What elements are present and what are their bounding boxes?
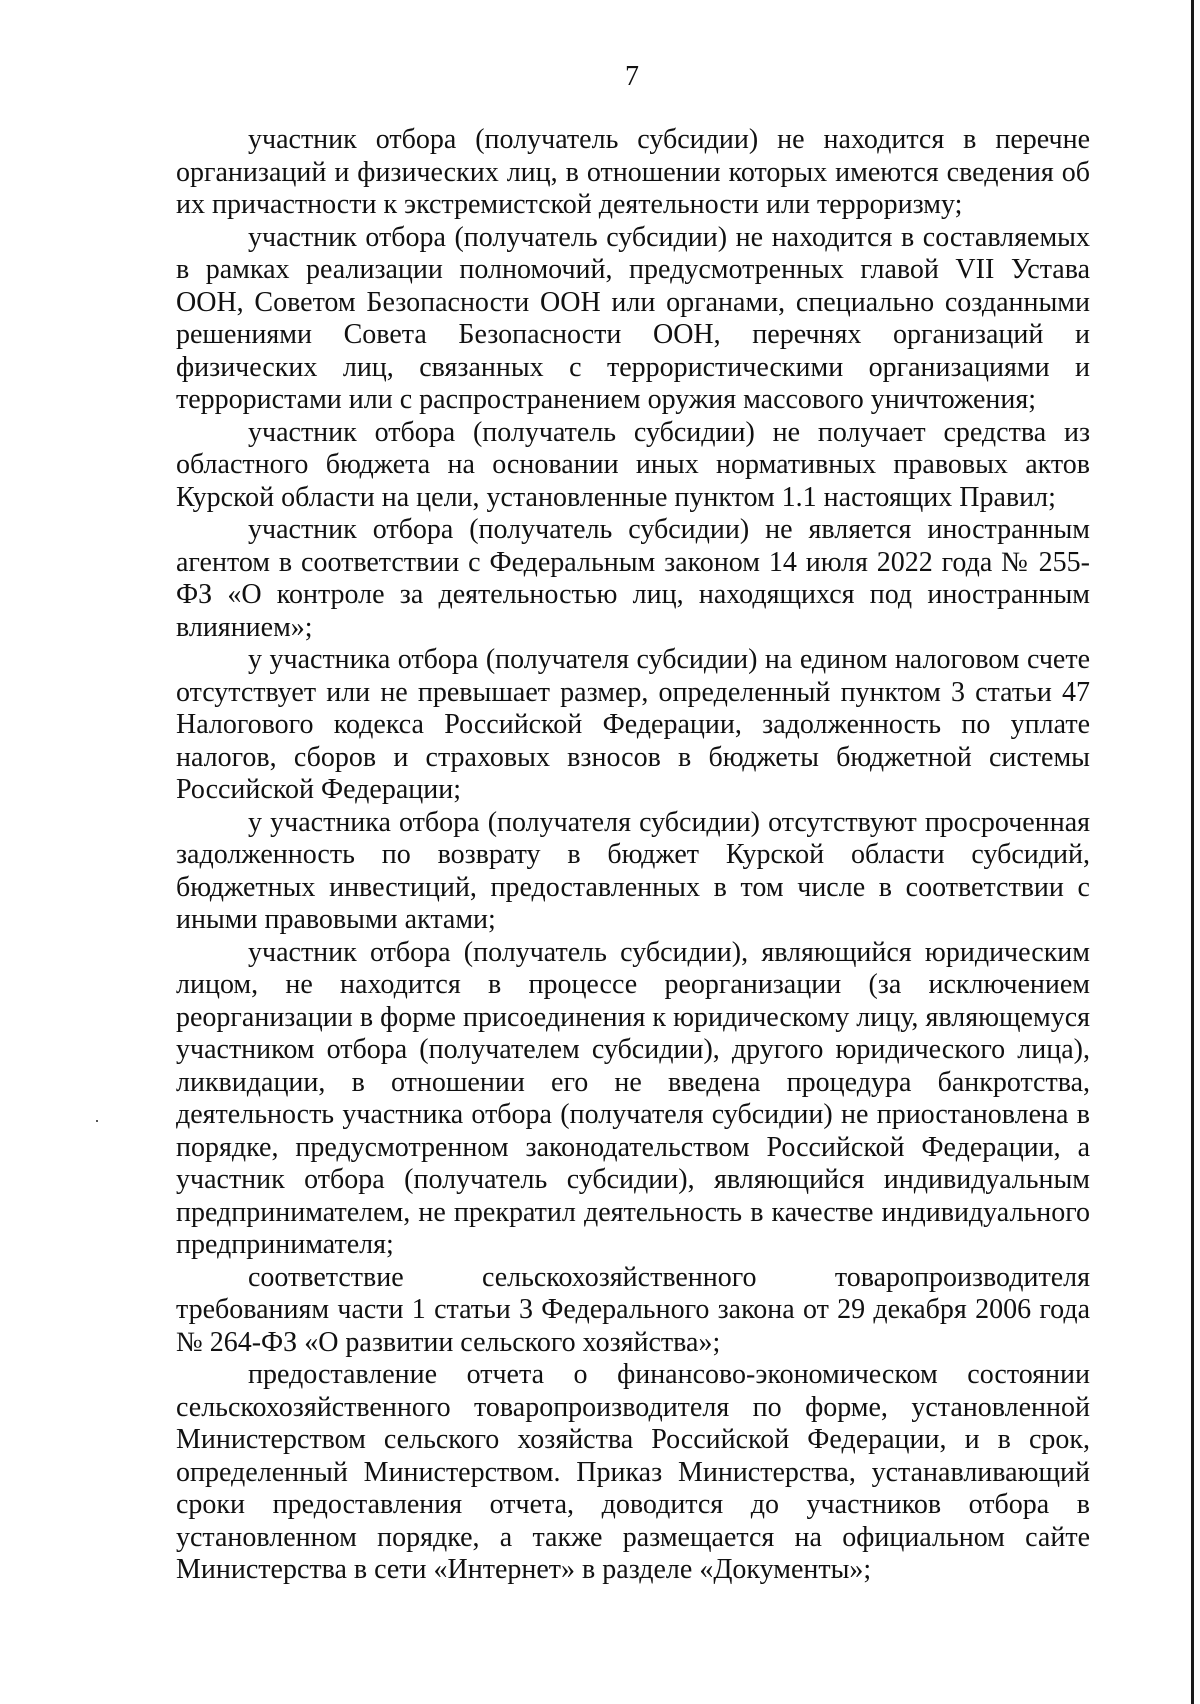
paragraph-financial-report: предоставление отчета о финансово-экономическом состоянии сельскохозяйственного товаропроизводителя по форме, установленной Министерством сельского хозяйства Российской Федерации, и в срок, определенный Министерством. Приказ Министерства, устанавливающий сроки предоставления отчета, доводится до участников отбора в установленном порядке, а также размещается на официальном сайте Министерства в сети «Интернет» в разделе «Документы»;	[176, 1359, 1090, 1585]
paragraph-extremism-list: участник отбора (получатель субсидии) не находится в перечне организаций и физических лиц, в отношении которых имеются сведения об их причастности к экстремистской деятельности или терроризму;	[176, 124, 1090, 220]
paragraph-foreign-agent: участник отбора (получатель субсидии) не является иностранным агентом в соответствии с Федеральным законом 14 июля 2022 года № 255-ФЗ «О контроле за деятельностью лиц, находящихся под иностранным влиянием»;	[176, 514, 1090, 643]
paragraph-tax-debt: у участника отбора (получателя субсидии) на едином налоговом счете отсутствует или не превышает размер, определенный пунктом 3 статьи 47 Налогового кодекса Российской Федерации, задолженность по уплате налогов, сборов и страховых взносов в бюджеты бюджетной системы Российской Федерации;	[176, 644, 1090, 805]
paragraph-reorganization-bankruptcy: участник отбора (получатель субсидии), являющийся юридическим лицом, не находится в процессе реорганизации (за исключением реорганизации в форме присоединения к юридическому лицу, являющемуся участником отбора (получателем субсидии), другого юридического лица), ликвидации, в отношении его не введена процедура банкротства, деятельность участника отбора (получателя субсидии) не приостановлена в порядке, предусмотренном законодательством Российской Федерации, а участник отбора (получатель субсидии), являющийся индивидуальным предпринимателем, не прекратил деятельность в качестве индивидуального предпринимателя;	[176, 936, 1090, 1260]
paragraph-regional-budget-funds: участник отбора (получатель субсидии) не получает средства из областного бюджета на основании иных нормативных правовых актов Курской области на цели, установленные пунктом 1.1 настоящих Правил;	[176, 416, 1090, 513]
page-number: 7	[625, 61, 639, 92]
paragraph-agricultural-producer: соответствие сельскохозяйственного товаропроизводителя требованиям части 1 статьи 3 Федерального закона от 29 декабря 2006 года № 264-ФЗ «О развитии сельского хозяйства»;	[176, 1261, 1090, 1358]
document-body	[176, 124, 1090, 1587]
paragraph-overdue-debt: у участника отбора (получателя субсидии) отсутствуют просроченная задолженность по возврату в бюджет Курской области субсидий, бюджетных инвестиций, предоставленных в том числе в соответствии с иными правовыми актами;	[176, 806, 1090, 935]
scan-speck	[96, 1120, 98, 1122]
paragraph-un-sanctions-list: участник отбора (получатель субсидии) не находится в составляемых в рамках реализации полномочий, предусмотренных главой VII Устава ООН, Советом Безопасности ООН или органами, специально созданными решениями Совета Безопасности ООН, перечнях организаций и физических лиц, связанных с террористическими организациями и террористами или с распространением оружия массового уничтожения;	[176, 221, 1090, 415]
scan-edge-line	[1191, 0, 1194, 1704]
